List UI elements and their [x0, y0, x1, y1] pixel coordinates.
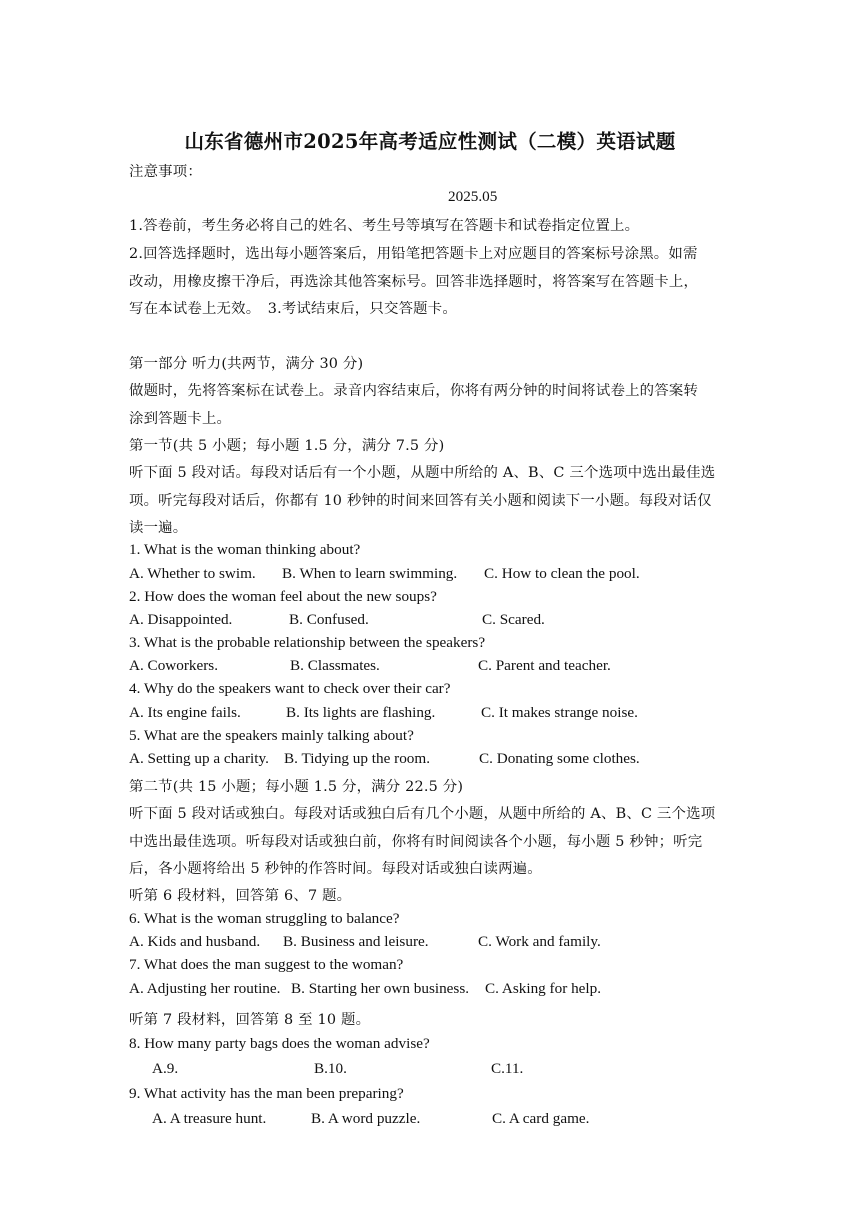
option-a: A. Disappointed.	[129, 611, 233, 628]
section2-intro-line: 中选出最佳选项。听每段对话或独白前，你将有时间阅读各个小题，每小题 5 秒钟；听完	[129, 834, 703, 850]
question-text: 3. What is the probable relationship between the speakers?	[129, 634, 486, 651]
notice-label: 注意事项：	[129, 164, 202, 180]
section2-heading: 第二节(共 15 小题；每小题 1.5 分，满分 22.5 分)	[129, 779, 464, 795]
section2-intro-line: 后，各小题将给出 5 秒钟的作答时间。每段对话或独白读两遍。	[129, 861, 542, 877]
option-c: C. Donating some clothes.	[479, 750, 640, 767]
option-a: A. Kids and husband.	[129, 933, 261, 950]
instruction-line: 1.答卷前，考生务必将自己的姓名、考生号等填写在答题卡和试卷指定位置上。	[129, 218, 640, 234]
question-text: 2. How does the woman feel about the new soups?	[129, 588, 437, 605]
option-a: A. A treasure hunt.	[152, 1110, 267, 1127]
instruction-line: 改动，用橡皮擦干净后，再选涂其他答案标号。回答非选择题时，将答案写在答题卡上，	[129, 274, 699, 290]
option-a: A. Setting up a charity.	[129, 750, 269, 767]
option-a: A. Its engine fails.	[129, 704, 241, 721]
option-c: C. Scared.	[482, 611, 545, 628]
section1-heading: 第一节(共 5 小题；每小题 1.5 分，满分 7.5 分)	[129, 438, 445, 454]
question-text: 4. Why do the speakers want to check over their car?	[129, 680, 451, 697]
part1-heading: 第一部分 听力(共两节，满分 30 分)	[129, 356, 364, 372]
exam-title: 山东省德州市2025年高考适应性测试（二模）英语试题	[184, 130, 676, 153]
material-label: 听第 6 段材料，回答第 6、7 题。	[129, 888, 352, 904]
instruction-line: 写在本试卷上无效。 3.考试结束后，只交答题卡。	[129, 301, 457, 317]
section1-intro-line: 听下面 5 段对话。每段对话后有一个小题，从题中所给的 A、B、C 三个选项中选出最佳选	[129, 465, 716, 481]
option-c: C. Parent and teacher.	[478, 657, 611, 674]
option-a: A. Adjusting her routine.	[129, 980, 281, 997]
option-b: B. Business and leisure.	[283, 933, 429, 950]
question-text: 7. What does the man suggest to the woman?	[129, 956, 404, 973]
question-text: 8. How many party bags does the woman advise?	[129, 1035, 430, 1052]
question-text: 6. What is the woman struggling to balance?	[129, 910, 400, 927]
section2-intro-line: 听下面 5 段对话或独白。每段对话或独白后有几个小题，从题中所给的 A、B、C 三个选项	[129, 806, 716, 822]
option-b: B. A word puzzle.	[311, 1110, 421, 1127]
section1-intro-line: 读一遍。	[129, 520, 188, 536]
option-c: C. A card game.	[492, 1110, 590, 1127]
option-c: C. It makes strange noise.	[481, 704, 638, 721]
option-b: B. Its lights are flashing.	[286, 704, 436, 721]
question-text: 5. What are the speakers mainly talking about?	[129, 727, 414, 744]
exam-date: 2025.05	[448, 188, 498, 205]
option-a: A. Coworkers.	[129, 657, 219, 674]
option-b: B. Confused.	[289, 611, 369, 628]
material-label: 听第 7 段材料，回答第 8 至 10 题。	[129, 1012, 371, 1028]
option-b: B. Tidying up the room.	[284, 750, 430, 767]
option-b: B.10.	[314, 1060, 347, 1077]
option-a: A.9.	[152, 1060, 179, 1077]
option-b: B. When to learn swimming.	[282, 565, 458, 582]
question-text: 9. What activity has the man been preparing?	[129, 1085, 404, 1102]
option-c: C. Asking for help.	[485, 980, 602, 997]
option-c: C. How to clean the pool.	[484, 565, 640, 582]
part1-intro-line: 涂到答题卡上。	[129, 411, 232, 427]
option-b: B. Starting her own business.	[291, 980, 470, 997]
option-c: C. Work and family.	[478, 933, 601, 950]
instruction-line: 2.回答选择题时，选出每小题答案后，用铅笔把答题卡上对应题目的答案标号涂黑。如需	[129, 246, 698, 262]
question-text: 1. What is the woman thinking about?	[129, 541, 361, 558]
option-b: B. Classmates.	[290, 657, 380, 674]
part1-intro-line: 做题时，先将答案标在试卷上。录音内容结束后，你将有两分钟的时间将试卷上的答案转	[129, 383, 699, 399]
option-c: C.11.	[491, 1060, 524, 1077]
section1-intro-line: 项。听完每段对话后，你都有 10 秒钟的时间来回答有关小题和阅读下一小题。每段对话仅	[129, 493, 712, 509]
option-a: A. Whether to swim.	[129, 565, 256, 582]
